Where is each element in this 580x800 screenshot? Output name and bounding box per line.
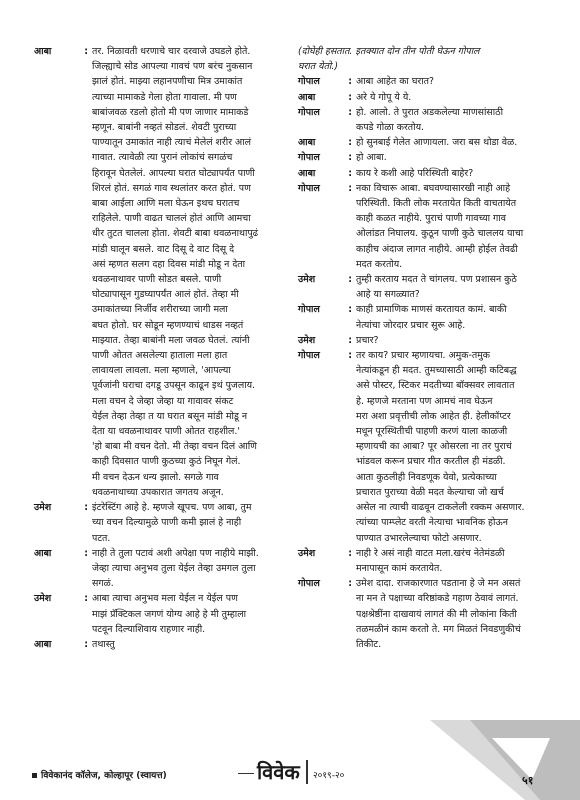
speaker-name: गोपाल :	[298, 152, 352, 164]
dialogue-entry	[298, 74, 556, 89]
speaker-name: आबा :	[298, 167, 352, 179]
dialogue-line: सगळं.	[92, 578, 114, 590]
dialogue-line: नाही रे असं नाही वाटत मला.खरंच नेतेमंडळी	[356, 547, 505, 559]
dialogue-line: ना मन ते पक्षाच्या वरिष्ठांकडे गहाण ठेवावं लागतं.	[356, 593, 519, 605]
speaker-name: गोपाल :	[298, 304, 352, 316]
square-bullet-icon	[32, 773, 37, 778]
dialogue-line: च्या वचन दिल्यामुळे पाणी कमी झालं हे नाही	[92, 517, 242, 529]
speaker-name: उमेश :	[298, 547, 352, 559]
dialogue-line: राहिलेले. पाणी वाढत चाललं होतं आणि आमचा	[92, 213, 251, 225]
dialogue-line: हो सुनबाई गेलेत आणायला. जरा बस थोडा वेळ.	[356, 137, 518, 149]
footer-rule	[238, 773, 254, 774]
dialogue-line: पक्षश्रेष्ठींना दाखवायं लागतं की मी लोकांना किती	[356, 608, 517, 620]
dialogue-line: असेल ना त्याची वाढवून टाकलेली रक्कम असणार.	[356, 502, 525, 514]
dialogue-line: अरे ये गोपू ये ये.	[356, 91, 412, 103]
dialogue-line: जिल्ह्याचे सोड आपल्या गावचं पण बरंच नुकसान	[92, 61, 253, 73]
dialogue-line: हो आबा.	[356, 152, 387, 164]
stage-line: घरात येतो.)	[298, 61, 338, 73]
speaker-name: आबा :	[298, 91, 352, 103]
speaker-name: उमेश :	[34, 593, 88, 605]
stage-line: (दोघेही हसतात. इतक्यात दोन तीन पोती घेऊन गोपाल	[298, 46, 480, 57]
speaker-name: आबा :	[34, 46, 88, 57]
dialogue-entry	[298, 90, 556, 105]
speaker-name: आबा :	[34, 638, 88, 650]
footer-divider	[306, 760, 308, 784]
footer-year: २०१९-२०	[313, 771, 345, 781]
dialogue-line: लावायला लावला. मला म्हणाले, 'आपल्या	[92, 365, 231, 377]
dialogue-line: येईल तेव्हा तेव्हा त या घरात बसून मांडी मोडू न	[92, 410, 248, 422]
dialogue-line: झालं होतं. माझ्या लहानपणीचा मित्र उमाकांत	[92, 76, 243, 88]
dialogue-line: ओलांडत निघालय. कुठून पाणी कुठे चाललय याचा	[356, 228, 524, 240]
speaker-name: गोपाल :	[298, 578, 352, 590]
dialogue-line: आबा त्याचा अनुभव मला येईल न येईल पण	[92, 593, 238, 605]
dialogue-line: 'हो बाबा मी वचन देतो. मी तेव्हा वचन दिलं आणि	[92, 441, 257, 453]
dialogue-line: परिस्थिती. किती लोक मरतायेत किती वाचतायेत	[356, 198, 517, 210]
speaker-name: गोपाल :	[298, 182, 352, 194]
dialogue-line: नेत्यांकडून ही मदत. तुमच्यासाठी आम्ही कटिबद्ध	[356, 365, 517, 377]
magazine-logo: विवेक	[257, 760, 300, 784]
dialogue-entry	[298, 105, 556, 135]
dialogue-line: माझ्यात. तेव्हा बाबांनी मला जवळ घेतलं. त्यांनी	[92, 334, 250, 346]
dialogue-line: म्हणून. बाबांनी नव्हतं सोडलं. शेवटी पुराच्या	[92, 122, 237, 134]
dialogue-line: नका विचारू आबा. बघवण्यासारखी नाही आहे	[356, 182, 511, 194]
speaker-name: उमेश :	[298, 274, 352, 286]
dialogue-line: तुम्ही करताय मदत ते चांगलय. पण प्रशासन कुठे	[356, 274, 517, 286]
dialogue-entry	[298, 333, 556, 348]
speaker-name: गोपाल :	[298, 106, 352, 118]
speaker-name: आबा :	[34, 547, 88, 559]
dialogue-line: पूर्वजांनी घराचा दगडू उपसून काढून इथं पुजलाय.	[92, 380, 256, 392]
speaker-name: गोपाल :	[298, 350, 352, 362]
dialogue-entry	[34, 44, 288, 500]
dialogue-line: काही दिवसात पाणी कुठच्या कुठं निघून गेलं.	[92, 456, 241, 468]
dialogue-line: पटवून दिल्याशिवाय राहणार नाही.	[92, 623, 206, 635]
dialogue-line: इंटरेस्टिंग आहे हे. म्हणजे खूपच. पण आबा, तुम	[92, 502, 252, 514]
dialogue-line: मला वचन दे जेव्हा जेव्हा या गावावर संकट	[92, 395, 234, 407]
speaker-name: उमेश :	[34, 502, 88, 514]
dialogue-line: हिरावून घेतलेलं. आपल्या घरात घोट्यापर्यंत पाणी	[92, 167, 255, 179]
dialogue-entry	[34, 637, 288, 652]
dialogue-line: नेत्यांचा जोरदार प्रचार सुरू आहे.	[356, 319, 466, 331]
dialogue-line: आता कुठलीही निवडणूक येवो, प्रत्येकाच्या	[356, 471, 497, 483]
stage-direction	[298, 44, 556, 74]
dialogue-line: हे. म्हणजे मरताना पण आमचं नाव घेऊन	[356, 395, 493, 407]
dialogue-line: तथास्तु	[92, 638, 115, 650]
dialogue-line: काही कळत नाहीये. पुराचं पाणी गावच्या गाव	[356, 213, 506, 225]
dialogue-line: काही प्रामाणिक माणसं करतायत कामं. बाकी	[356, 304, 507, 316]
dialogue-line: उमाकांतच्या निर्जीव शरीराच्या जागी मला	[92, 304, 228, 316]
dialogue-line: शिरलं होतं. सगळं गाव स्थलांतर करत होतं. पण	[92, 182, 251, 194]
dialogue-entry	[298, 576, 556, 652]
speaker-name: उमेश :	[298, 334, 352, 346]
dialogue-line: तर. निळावती धरणाचे चार दरवाजे उघडले होते.	[92, 46, 251, 57]
dialogue-line: धवळनाथावर पाणी सोडत बसले. पाणी	[92, 274, 222, 286]
dialogue-line: पटत.	[92, 532, 111, 544]
dialogue-entry	[298, 181, 556, 272]
dialogue-line: प्रचार?	[356, 334, 379, 346]
dialogue-line: गावात. त्यावेळी त्या पुरानं लोकांचं सगळंच	[92, 152, 233, 164]
dialogue-entry	[298, 150, 556, 165]
dialogue-line: धवळनाथाच्या उपकारात जगतय अजून.	[92, 486, 224, 498]
speaker-name: आबा :	[298, 137, 352, 149]
right-column	[298, 44, 556, 652]
dialogue-entry	[34, 500, 288, 546]
dialogue-line: बाबा आईला आणि मला घेऊन इथच घरातच	[92, 198, 240, 210]
dialogue-entry	[298, 135, 556, 150]
dialogue-line: आबा आहेत का घरात?	[356, 76, 434, 88]
dialogue-line: मनापासून कामं करतायेत.	[356, 562, 443, 574]
dialogue-entry	[34, 546, 288, 592]
dialogue-line: कपडे गोळा करतोय.	[356, 122, 424, 134]
dialogue-entry	[34, 591, 288, 637]
dialogue-line: पाण्यातून उमाकांत नाही त्याचं मेलेलं शरीर आलं	[92, 137, 251, 149]
dialogue-entry	[298, 302, 556, 332]
dialogue-entry	[298, 272, 556, 302]
dialogue-line: त्यांच्या पाम्प्लेट वरती नेत्याचा भावनिक होऊन	[356, 517, 508, 529]
dialogue-line: घोट्यापासून गुडघ्यापर्यंत आलं होतं. तेव्हा मी	[92, 289, 239, 301]
dialogue-line: बघत होतो. घर सोडून म्हणण्याचं धाडस नव्हतं	[92, 319, 244, 331]
dialogue-line: देता या धवळनाथावर पाणी ओतत राहशील.'	[92, 426, 240, 438]
dialogue-entry	[298, 348, 556, 546]
dialogue-line: म्हणायची का आबा? पूर ओसरला ना तर पुराचं	[356, 441, 512, 453]
dialogue-line: मधून पूरस्थितीची पाहणी करणं याला काळजी	[356, 426, 508, 438]
left-column	[34, 44, 288, 652]
dialogue-line: काय रे कशी आहे परिस्थिती बाहेर?	[356, 167, 474, 179]
footer-college	[32, 768, 167, 781]
dialogue-line: माझं प्रॅक्टिकल जगणं योग्य आहे हे मी तुम्हाला	[92, 608, 247, 620]
speaker-name: गोपाल :	[298, 76, 352, 88]
dialogue-entry	[298, 166, 556, 181]
dialogue-line: नाही ते तुला पटावं अशी अपेक्षा पण नाहीये माझी.	[92, 547, 259, 559]
dialogue-line: तर काय? प्रचार म्हणायचा. अमुक-तमुक	[356, 350, 491, 362]
dialogue-line: बाबांजवळ रडलो होतो मी पण जाणार मामाकडे	[92, 106, 249, 118]
dialogue-line: धीर तुटत चालला होता. शेवटी बाबा धवळनाथापुढं	[92, 228, 259, 240]
dialogue-line: हो. आलो. ते पुरात अडकलेल्या माणसांसाठी	[356, 106, 504, 118]
dialogue-line: तळमळीनं काम करतो ते. मग मिळतं निवडणुकीचं	[356, 623, 521, 635]
dialogue-line: त्याच्या मामाकडे गेला होता गावाला. मी पण	[92, 91, 237, 103]
dialogue-entry	[298, 546, 556, 576]
dialogue-line: उमेश दादा. राजकारणात पडताना हे जे मन असतं	[356, 578, 521, 590]
dialogue-line: मी वचन देऊन धन्य झालो. सगळे गाव	[92, 471, 219, 483]
dialogue-line: असं म्हणत सलग दहा दिवस मांडी मोडू न देता	[92, 258, 246, 270]
dialogue-line: पाण्यात उभारलेल्याचा फोटो असणार.	[356, 532, 482, 544]
dialogue-line: मदत करतोय.	[356, 258, 403, 270]
dialogue-line: काहीच अंदाज लागत नाहीये. आम्ही होईल तेवढी	[356, 243, 518, 255]
page-number: ५१	[522, 774, 534, 787]
dialogue-line: भांडवल करून प्रचार गीत करतील ही मंडळी.	[356, 456, 506, 468]
dialogue-line: तिकीट.	[356, 638, 382, 650]
dialogue-line: पाणी ओतत असलेल्या हाताला मला हात	[92, 350, 228, 362]
corner-decoration	[430, 720, 580, 800]
college-name: विवेकानंद कॉलेज, कोल्हापूर (स्वायत्त)	[41, 771, 167, 781]
dialogue-line: असे पोस्टर, स्टिकर मदतीच्या बॉक्सवर लावतात	[356, 380, 515, 392]
dialogue-line: आहे या सगळ्यात?	[356, 289, 420, 301]
dialogue-line: मरा अशा प्रवृत्तीची लोक आहेत ही. हेलीकॉप्टर	[356, 410, 511, 422]
dialogue-line: मांडी घालून बसले. वाट दिसू दे वाट दिसू दे	[92, 243, 235, 255]
dialogue-line: जेव्हा त्याचा अनुभव तुला येईल तेव्हा उमगल तुला	[92, 562, 256, 574]
dialogue-line: प्रचारात पुराच्या वेळी मदत केल्याचा जो खर्च	[356, 486, 504, 498]
